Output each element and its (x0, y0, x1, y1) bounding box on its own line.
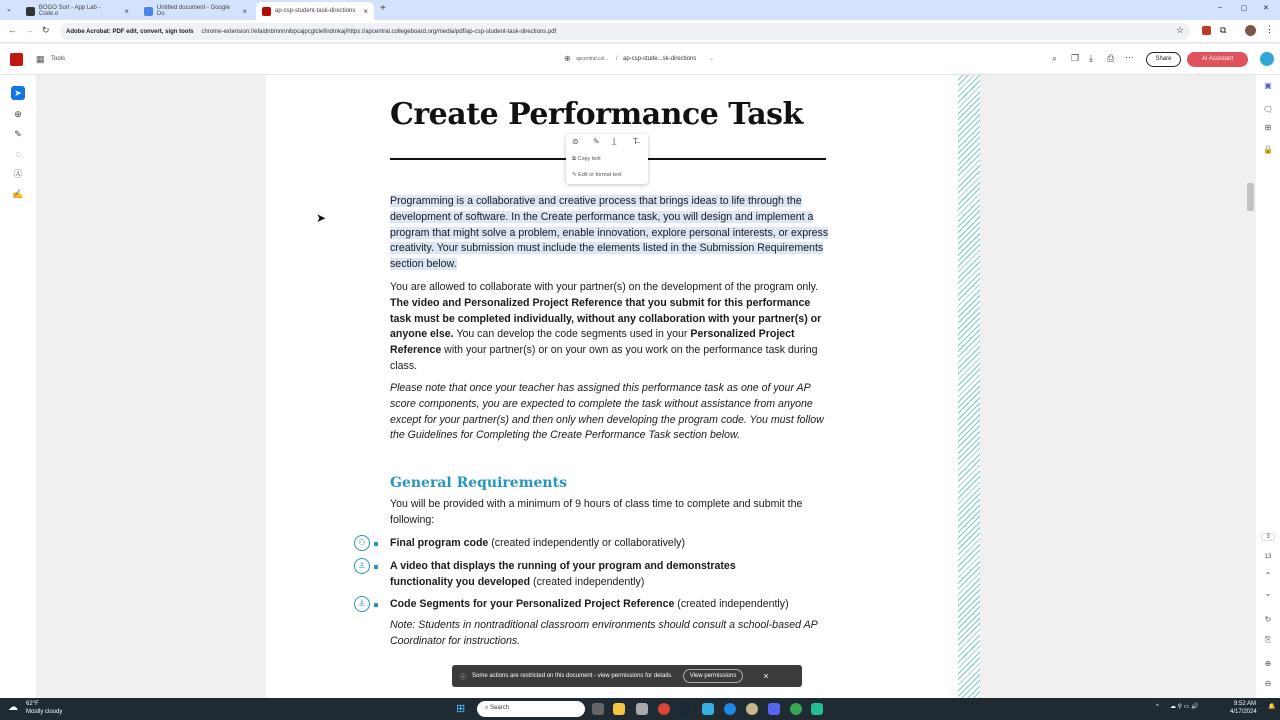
tray-chevron-icon[interactable]: ^ (1156, 704, 1159, 710)
decorative-hatch-stripe (958, 75, 980, 698)
steam-icon[interactable] (679, 703, 691, 715)
total-pages: 13 (1264, 554, 1272, 560)
acrobat-icon (262, 7, 271, 16)
url-text: chrome-extension://efaidnbmnnnibpcajpcglclefindmkaj/https://apcentral.collegeboard.org/media/pdf/ap-csp-student-task-directions.pdf (201, 28, 557, 35)
close-icon[interactable]: × (242, 6, 247, 16)
clock-date[interactable]: 4/17/2024 (1230, 709, 1257, 715)
next-page-icon[interactable]: ⌄ (1264, 589, 1272, 598)
menu-label: Copy text (577, 156, 601, 162)
bullet (374, 603, 378, 607)
zoom-out-icon[interactable]: ⊖ (1264, 679, 1272, 688)
text: (created independently) (674, 598, 789, 610)
app-icon[interactable] (636, 703, 648, 715)
discord-icon[interactable] (768, 703, 780, 715)
close-window-button[interactable]: ✕ (1263, 5, 1269, 12)
address-bar-row (0, 20, 1280, 43)
lock-icon[interactable]: 🔒 (1263, 145, 1273, 154)
menu-label: Edit or format text (578, 172, 622, 178)
share-button[interactable]: Share (1146, 52, 1181, 67)
task-view-icon[interactable] (592, 703, 604, 715)
zoom-in-icon[interactable]: ⊕ (1264, 659, 1272, 668)
weather-desc: Mostly cloudy (26, 709, 63, 715)
selected-text[interactable]: Programming is a collaborative and creative process that brings ideas to life through the development of software. In the Create performance task, you will design and implement a program that might solve a problem, enable innovation, explore personal interests, or express creativity. Your submission must include the elements listed in the Submission Requirements section below. (390, 195, 829, 271)
download-icon[interactable]: ⤓ (1089, 53, 1093, 63)
intro-paragraph[interactable] (390, 194, 830, 273)
chrome-icon[interactable] (658, 703, 670, 715)
app-icon[interactable] (746, 703, 758, 715)
tab-label: BOGO Sort - App Lab - Code.o (38, 5, 101, 17)
profile-avatar[interactable] (1245, 25, 1256, 36)
tab-search-icon[interactable]: ⌄ (6, 6, 12, 13)
right-rail (1256, 75, 1280, 698)
close-icon[interactable]: × (363, 6, 368, 16)
tab-bar (0, 0, 1280, 20)
menu-icon[interactable]: ⋮ (1265, 24, 1274, 34)
breadcrumb-site[interactable]: apcentral.col... (576, 56, 609, 62)
bold-text: A video that displays the running of your program and demonstrates functionality you developed (390, 560, 736, 588)
search-icon: ⌕ (485, 705, 491, 711)
app-icon[interactable] (724, 703, 736, 715)
search-icon[interactable]: ⌕ (1052, 53, 1058, 63)
back-icon[interactable]: ← (8, 25, 17, 35)
chevron-down-icon[interactable]: ⌄ (709, 56, 715, 62)
docs-icon (144, 7, 153, 16)
chrome-icon[interactable] (790, 703, 802, 715)
file-explorer-icon[interactable] (613, 703, 625, 715)
bold-text: Code Segments for your Personalized Project Reference (390, 598, 675, 610)
text: You can develop the code segments used in your (453, 328, 691, 341)
text: (created independently or collaboratively) (488, 537, 685, 549)
bold-text: Final program code (390, 537, 489, 549)
group-icon: ⚇ (354, 535, 370, 551)
strikethrough-icon[interactable]: T̶ (633, 137, 638, 146)
requirements-intro: You will be provided with a minimum of 9 hours of class time to complete and submit the following: (390, 498, 803, 526)
edit-text-item[interactable] (572, 172, 622, 178)
view-permissions-button[interactable]: View permissions (683, 669, 744, 683)
note-paragraph: Please note that once your teacher has assigned this performance task as one of your AP score components, you are expected to complete the task without assistance from anyone except for your partner(s) and then only when developing the program code. You must follow the Guidelines for Completing the Create Performance Task section below. (390, 382, 824, 442)
bullet (374, 565, 378, 569)
person-icon: ♙ (354, 558, 370, 574)
close-toast-button[interactable]: × (763, 671, 769, 681)
rotate-icon[interactable]: ↻ (1264, 615, 1272, 624)
select-cursor-icon[interactable]: ➤ (11, 86, 25, 100)
extension-chip[interactable]: Adobe Acrobat: PDF edit, convert, sign tools (66, 28, 194, 35)
adobe-account-avatar[interactable] (1260, 52, 1274, 66)
start-icon[interactable]: ⊞ (456, 703, 466, 715)
globe-icon: ⊕ (564, 54, 571, 63)
app-icon[interactable] (811, 703, 823, 715)
highlight-icon[interactable]: ⊜ (572, 137, 579, 146)
clock-time[interactable]: 9:52 AM (1234, 701, 1257, 707)
person-icon: ♙ (354, 596, 370, 612)
forward-icon[interactable]: → (25, 25, 34, 35)
tools-grid-icon[interactable]: ▦ (36, 54, 45, 64)
extensions-icon[interactable]: ⧉ (1220, 25, 1227, 35)
sign-icon[interactable]: ✍ (12, 189, 24, 199)
mouse-cursor-icon: ➤ (316, 211, 327, 225)
restore-button[interactable]: ▢ (1241, 5, 1248, 12)
tab-pdf[interactable] (256, 2, 374, 20)
tab-google-doc[interactable] (138, 2, 253, 20)
breadcrumb-separator: / (616, 56, 618, 62)
search-placeholder: Search (490, 705, 510, 711)
page-view-icon[interactable]: ❐ (1071, 53, 1080, 63)
tab-bogo-sort[interactable] (20, 2, 135, 20)
app-icon[interactable] (702, 703, 714, 715)
comments-icon[interactable]: 🗨 (1262, 105, 1274, 114)
tools-button[interactable]: Tools (51, 56, 66, 62)
lasso-icon[interactable]: ◌ (15, 149, 21, 159)
current-page-input[interactable]: 3 (1261, 533, 1275, 541)
print-icon[interactable]: ⎙ (1107, 53, 1115, 63)
copy-icon: ⧉ (572, 156, 578, 162)
text: (created independently) (530, 575, 645, 588)
notification-icon[interactable]: 🔔 (1268, 704, 1276, 710)
list-item (358, 559, 780, 591)
new-tab-button[interactable]: + (380, 3, 386, 14)
acrobat-toolbar (0, 44, 1280, 75)
note-text: Note: Students in nontraditional classroom environments should consult a school-based AP Coordinator for instructions. (390, 619, 818, 647)
text-context-menu (566, 134, 648, 184)
code-org-icon (26, 7, 35, 16)
tab-label: Untitled document - Google Do (156, 5, 230, 17)
url-input[interactable] (60, 23, 1190, 40)
tray-icons[interactable]: ☁ ⚲ ▭ 🔊 (1170, 704, 1199, 710)
list-item (358, 597, 840, 613)
thumbnails-icon[interactable]: ⊞ (1264, 123, 1272, 132)
ai-assistant-button[interactable]: AI Assistant (1187, 52, 1248, 67)
bullet (374, 542, 378, 546)
tab-label: ap-csp-student-task-directions (275, 8, 356, 14)
edit-icon: ✎ (572, 172, 579, 178)
pen-icon[interactable]: ✎ (14, 129, 22, 139)
text-box-icon[interactable]: Ⓐ (13, 169, 23, 179)
bold-text: Personalized Project Reference (390, 328, 795, 357)
taskbar-search[interactable] (477, 701, 585, 717)
info-icon: ⓘ (460, 674, 467, 681)
section-heading: General Requirements (390, 475, 567, 491)
collaboration-paragraph (390, 280, 830, 375)
text: with your partner(s) or on your own as you work on the performance task during class. (390, 344, 818, 372)
windows-taskbar (0, 698, 1280, 720)
vertical-scrollbar[interactable] (1245, 75, 1256, 698)
copy-text-item[interactable] (572, 156, 601, 163)
more-icon[interactable]: ··· (1125, 52, 1134, 62)
restriction-toast (452, 665, 802, 687)
file-name[interactable]: ap-csp-stude...sk-directions (623, 56, 697, 62)
ai-panel-icon[interactable]: ▣ (1264, 81, 1272, 90)
prev-page-icon[interactable]: ⌃ (1264, 571, 1272, 580)
weather-icon[interactable]: ☁ (8, 702, 18, 713)
pen-icon[interactable]: ✎ (593, 137, 600, 146)
page-title: Create Performance Task (390, 97, 803, 132)
acrobat-logo-icon[interactable] (10, 53, 23, 66)
close-icon[interactable]: × (124, 6, 129, 16)
list-item (358, 536, 830, 552)
weather-temp: 62°F (26, 701, 39, 707)
scrollbar-thumb[interactable] (1247, 183, 1254, 211)
page-fit-icon[interactable]: ⎘ (1264, 635, 1272, 644)
underline-icon[interactable]: I̲ (613, 137, 616, 146)
reload-icon[interactable]: ↻ (42, 25, 50, 35)
bold-text: The video and Personalized Project Reference that you submit for this performance task must be completed individually, without any collaboration with your partner(s) or anyone else. (390, 296, 822, 341)
left-tool-rail (0, 75, 36, 698)
toast-message: Some actions are restricted on this document - view permissions for details. (472, 673, 673, 679)
text: You are allowed to collaborate with your partner(s) on the development of the program only. (390, 281, 819, 293)
minimize-button[interactable]: – (1218, 4, 1222, 11)
bookmark-star-icon[interactable]: ☆ (1176, 25, 1185, 35)
acrobat-extension-icon[interactable] (1202, 26, 1211, 35)
comment-zoom-icon[interactable]: ⊕ (14, 109, 22, 119)
